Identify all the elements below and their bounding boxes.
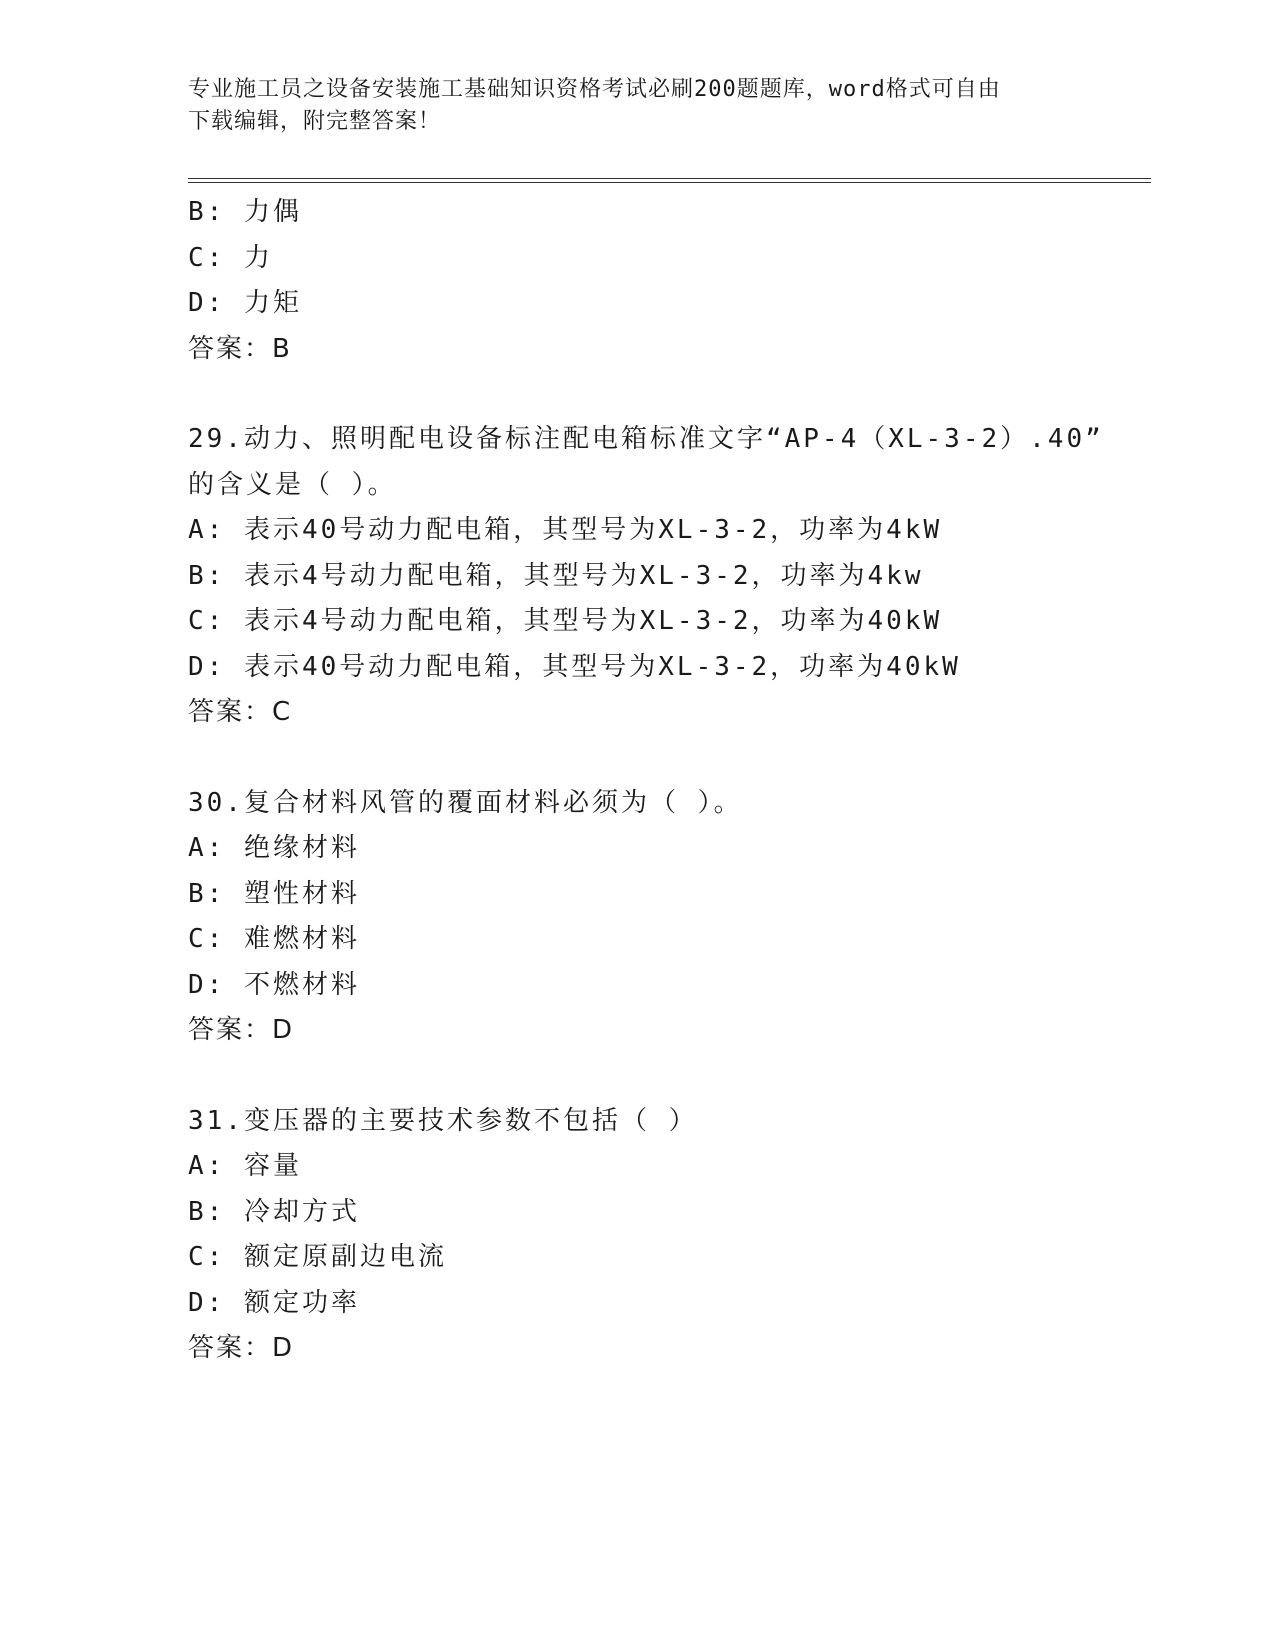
- question-30-answer: 答案：D: [188, 1015, 295, 1045]
- question-29-option-a: A: 表示40号动力配电箱，其型号为XL-3-2，功率为4kW: [188, 515, 943, 545]
- question-28-option-b: B: 力偶: [188, 197, 302, 227]
- question-31-option-a: A: 容量: [188, 1151, 302, 1181]
- question-29-option-c: C: 表示4号动力配电箱，其型号为XL-3-2，功率为40kW: [188, 606, 943, 636]
- question-30-stem: 30.复合材料风管的覆面材料必须为（ ）。: [188, 787, 743, 818]
- question-29-option-b: B: 表示4号动力配电箱，其型号为XL-3-2，功率为4kw: [188, 560, 924, 591]
- question-30-option-a: A: 绝缘材料: [188, 833, 360, 863]
- question-29-option-d: D: 表示40号动力配电箱，其型号为XL-3-2，功率为40kW: [188, 651, 961, 682]
- question-30-option-c: C: 难燃材料: [188, 924, 360, 954]
- question-31-option-c: C: 额定原副边电流: [188, 1242, 447, 1272]
- header-line-2: 下载编辑，附完整答案！: [188, 109, 442, 134]
- question-28-option-d: D: 力矩: [188, 288, 302, 318]
- question-29-answer: 答案：C: [188, 697, 293, 727]
- question-29-stem-line-1: 29.动力、照明配电设备标注配电箱标准文字“AP-4（XL-3-2）.40”: [188, 424, 1104, 454]
- question-31-stem: 31.变压器的主要技术参数不包括（ ）: [188, 1105, 698, 1136]
- question-28-answer: 答案：B: [188, 333, 292, 364]
- question-31-option-b: B: 冷却方式: [188, 1196, 360, 1227]
- question-30: [188, 781, 1148, 1054]
- spacer: [188, 1054, 1148, 1099]
- header-line-1: 专业施工员之设备安装施工基础知识资格考试必刷200题题库，word格式可自由: [188, 77, 1001, 102]
- question-29: [188, 417, 1148, 736]
- page-header: [188, 74, 1088, 138]
- question-30-option-b: B: 塑性材料: [188, 878, 360, 909]
- question-29-stem-line-2: 的含义是（ ）。: [188, 469, 397, 500]
- question-31-answer: 答案：D: [188, 1333, 295, 1363]
- question-list: [188, 190, 1148, 1372]
- spacer: [188, 372, 1148, 417]
- question-31-option-d: D: 额定功率: [188, 1287, 360, 1318]
- question-28: [188, 190, 1148, 372]
- header-divider: [188, 178, 1151, 183]
- spacer: [188, 736, 1148, 781]
- question-30-option-d: D: 不燃材料: [188, 969, 360, 1000]
- question-28-option-c: C: 力: [188, 242, 273, 273]
- question-31: [188, 1099, 1148, 1372]
